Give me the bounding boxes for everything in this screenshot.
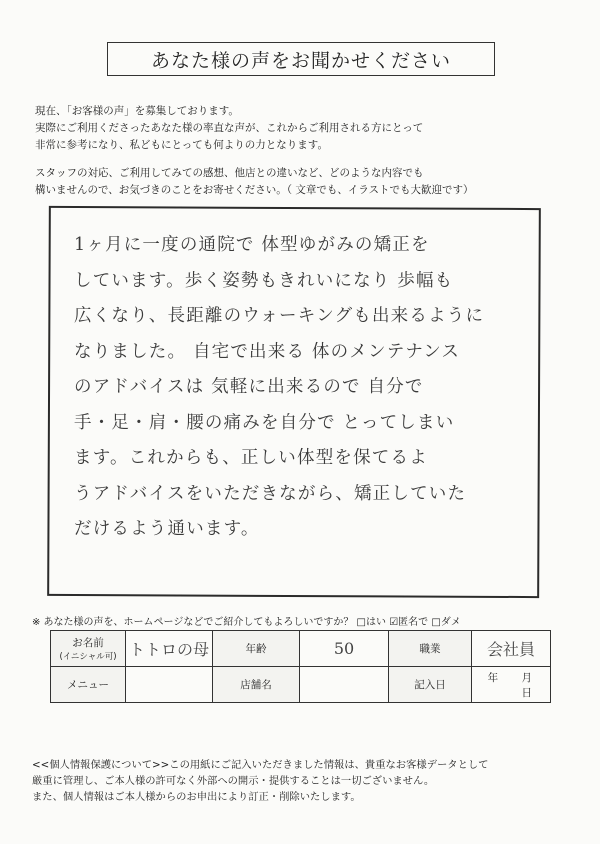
menu-label: メニュー: [51, 667, 126, 703]
menu-field[interactable]: [126, 667, 213, 703]
message-line: のアドバイスは 気軽に出来るので 自分で: [74, 377, 424, 397]
intro-line: 構いませんので、お気づきのことをお寄せください。（ 文章でも、イラストでも大歓迎です）: [35, 184, 474, 196]
intro-line: スタッフの対応、ご利用してみての感想、他店との違いなど、どのような内容でも: [35, 167, 424, 179]
age-field[interactable]: 50: [300, 631, 389, 667]
intro-line: 実際にご利用くださったあなた様の率直な声が、これからご利用される方にとって: [35, 122, 424, 134]
page-title: あなた様の声をお聞かせください: [107, 42, 495, 76]
job-label: 職業: [389, 631, 472, 667]
name-label-cell: [51, 631, 126, 667]
message-line: ます。これからも、正しい体型を保てるよ: [74, 448, 428, 468]
privacy-line: また、個人情報はご本人様からのお申出により訂正・削除いたします。: [32, 791, 361, 803]
age-label: 年齢: [213, 631, 300, 667]
message-line: だけるよう通います。: [74, 519, 260, 539]
message-line: 手・足・肩・腰の痛みを自分で とってしまい: [74, 412, 455, 433]
consent-option-yes[interactable]: □はい: [356, 617, 386, 628]
consent-question: ※ あなた様の声を、ホームページなどでご紹介してもよろしいですか？: [32, 617, 354, 628]
message-line: うアドバイスをいただきながら、矯正していた: [74, 483, 467, 504]
handwritten-message: [74, 228, 544, 548]
store-label: 店舗名: [213, 667, 300, 703]
date-label: 記入日: [389, 667, 472, 703]
message-line: しています。歩く姿勢もきれいになり 歩幅も: [74, 270, 454, 291]
intro-line: 非常に参考になり、私どもにとっても何よりの力となります。: [35, 139, 328, 151]
consent-option-anonymous[interactable]: ☑匿名で: [389, 617, 429, 628]
message-line: 1ヶ月に一度の通院で 体型ゆがみの矯正を: [74, 235, 430, 255]
privacy-notice: [32, 757, 592, 805]
message-line: 広くなり、長距離のウォーキングも出来るように: [74, 306, 485, 326]
date-field[interactable]: 年 月 日: [472, 667, 551, 703]
customer-info-table: [50, 630, 551, 703]
consent-option-no[interactable]: □ダメ: [431, 617, 461, 628]
name-label: お名前: [72, 637, 104, 649]
privacy-line: <<個人情報保護について>>この用紙にご記入いただきました情報は、貴重なお客様データとして: [32, 759, 489, 771]
consent-question-row: [32, 613, 592, 628]
message-line: なりました。 自宅で出来る 体のメンテナンス: [74, 341, 461, 362]
store-field[interactable]: [300, 667, 389, 703]
intro-text: [35, 103, 575, 199]
privacy-line: 厳重に管理し、ご本人様の許可なく外部への開示・提供することは一切ございません。: [32, 775, 435, 787]
name-sublabel: (イニシャル可): [59, 652, 117, 662]
job-field[interactable]: 会社員: [472, 631, 551, 667]
intro-line: 現在、「お客様の声」を募集しております。: [35, 105, 239, 117]
name-field[interactable]: トトロの母: [126, 631, 213, 667]
